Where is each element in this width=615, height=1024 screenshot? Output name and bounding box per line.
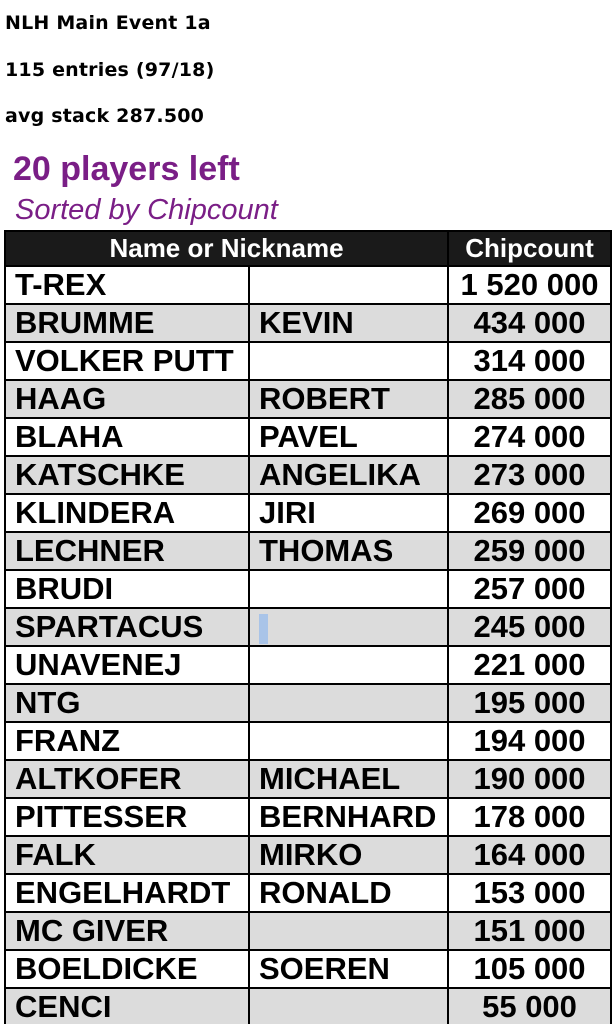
table-row xyxy=(5,684,611,722)
player-first-name: ANGELIKA xyxy=(249,456,448,494)
player-rows xyxy=(5,266,611,1024)
player-first-name: ROBERT xyxy=(249,380,448,418)
player-chipcount: 153 000 xyxy=(448,874,611,912)
player-chipcount: 1 520 000 xyxy=(448,266,611,304)
player-chipcount: 190 000 xyxy=(448,760,611,798)
player-chipcount: 151 000 xyxy=(448,912,611,950)
name-column-header: Name or Nickname xyxy=(5,231,448,266)
table-row xyxy=(5,836,611,874)
player-last-name: ENGELHARDT xyxy=(5,874,249,912)
player-last-name: KATSCHKE xyxy=(5,456,249,494)
player-chipcount: 55 000 xyxy=(448,988,611,1024)
player-chipcount: 245 000 xyxy=(448,608,611,646)
table-row xyxy=(5,342,611,380)
player-first-name: JIRI xyxy=(249,494,448,532)
player-first-name: MICHAEL xyxy=(249,760,448,798)
table-row xyxy=(5,380,611,418)
player-last-name: T-REX xyxy=(5,266,249,304)
sort-order-subheading: Sorted by Chipcount xyxy=(15,194,278,226)
table-row xyxy=(5,532,611,570)
table-row xyxy=(5,646,611,684)
table-row xyxy=(5,608,611,646)
player-last-name: FRANZ xyxy=(5,722,249,760)
player-last-name: BOELDICKE xyxy=(5,950,249,988)
table-row xyxy=(5,950,611,988)
average-stack: avg stack 287.500 xyxy=(5,105,205,127)
table-row xyxy=(5,760,611,798)
player-chipcount: 105 000 xyxy=(448,950,611,988)
player-chipcount: 285 000 xyxy=(448,380,611,418)
table-row xyxy=(5,912,611,950)
table-row xyxy=(5,722,611,760)
player-first-name xyxy=(249,570,448,608)
player-last-name: MC GIVER xyxy=(5,912,249,950)
player-chipcount: 257 000 xyxy=(448,570,611,608)
players-left-heading: 20 players left xyxy=(13,150,240,188)
player-first-name xyxy=(249,988,448,1024)
player-chipcount: 221 000 xyxy=(448,646,611,684)
chipcount-column-header: Chipcount xyxy=(448,231,611,266)
player-last-name: BRUDI xyxy=(5,570,249,608)
table-row xyxy=(5,266,611,304)
player-chipcount: 274 000 xyxy=(448,418,611,456)
player-chipcount: 434 000 xyxy=(448,304,611,342)
player-first-name: KEVIN xyxy=(249,304,448,342)
table-row xyxy=(5,456,611,494)
player-chipcount: 314 000 xyxy=(448,342,611,380)
player-first-name: BERNHARD xyxy=(249,798,448,836)
player-last-name: UNAVENEJ xyxy=(5,646,249,684)
player-chipcount: 164 000 xyxy=(448,836,611,874)
player-first-name: SOEREN xyxy=(249,950,448,988)
player-first-name xyxy=(249,646,448,684)
player-chipcount: 195 000 xyxy=(448,684,611,722)
table-row xyxy=(5,418,611,456)
player-first-name: THOMAS xyxy=(249,532,448,570)
player-last-name: NTG xyxy=(5,684,249,722)
entries-count: 115 entries (97/18) xyxy=(5,59,215,81)
text-cursor-highlight xyxy=(259,614,268,644)
chipcount-table xyxy=(4,230,612,1024)
player-last-name: VOLKER PUTT xyxy=(5,342,249,380)
player-first-name xyxy=(249,608,448,646)
player-last-name: ALTKOFER xyxy=(5,760,249,798)
player-last-name: CENCI xyxy=(5,988,249,1024)
player-last-name: FALK xyxy=(5,836,249,874)
player-last-name: HAAG xyxy=(5,380,249,418)
player-first-name: RONALD xyxy=(249,874,448,912)
player-chipcount: 273 000 xyxy=(448,456,611,494)
player-first-name xyxy=(249,342,448,380)
player-last-name: KLINDERA xyxy=(5,494,249,532)
player-chipcount: 178 000 xyxy=(448,798,611,836)
player-chipcount: 269 000 xyxy=(448,494,611,532)
player-last-name: BRUMME xyxy=(5,304,249,342)
event-title: NLH Main Event 1a xyxy=(5,12,211,34)
player-last-name: PITTESSER xyxy=(5,798,249,836)
player-chipcount: 259 000 xyxy=(448,532,611,570)
player-chipcount: 194 000 xyxy=(448,722,611,760)
player-first-name xyxy=(249,912,448,950)
player-first-name xyxy=(249,722,448,760)
table-row xyxy=(5,570,611,608)
player-first-name: PAVEL xyxy=(249,418,448,456)
player-last-name: SPARTACUS xyxy=(5,608,249,646)
table-row xyxy=(5,874,611,912)
table-row xyxy=(5,304,611,342)
table-header-row xyxy=(5,231,611,266)
table-row xyxy=(5,494,611,532)
table-row xyxy=(5,798,611,836)
player-last-name: LECHNER xyxy=(5,532,249,570)
player-first-name: MIRKO xyxy=(249,836,448,874)
player-last-name: BLAHA xyxy=(5,418,249,456)
player-first-name xyxy=(249,684,448,722)
player-first-name xyxy=(249,266,448,304)
table-row xyxy=(5,988,611,1024)
